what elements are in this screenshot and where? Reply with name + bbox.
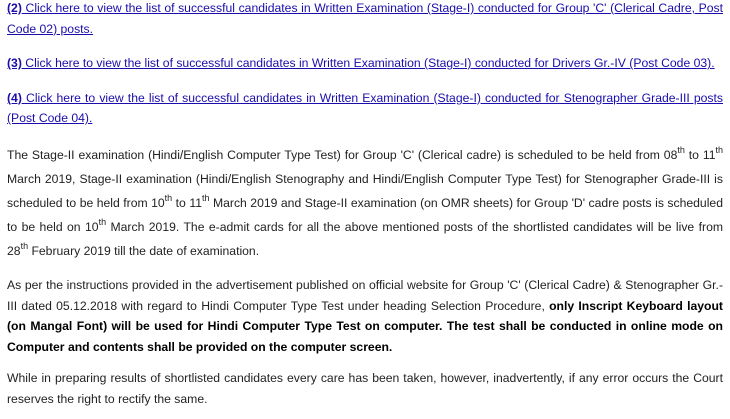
link-paragraph-drivers xyxy=(7,53,723,74)
schedule-text: to 11 xyxy=(172,195,202,210)
stenographer-results-link[interactable] xyxy=(7,91,723,126)
link-number: (4) xyxy=(7,90,22,105)
schedule-text: March 2019, Stage-II examination (Hindi/English Stenography and Hindi/English Computer Type Test) for Stenographer Grade-III is scheduled to be held from 10 xyxy=(7,171,723,210)
link-number: (2) xyxy=(7,1,22,15)
link-text: Click here to view the list of successful candidates in Written Examination (Stage-I) conducted for Drivers Gr.-IV (Post Code 03). xyxy=(21,56,715,71)
schedule-text: to 11 xyxy=(684,147,716,162)
schedule-paragraph xyxy=(7,143,723,263)
ordinal-suffix: th xyxy=(677,144,685,155)
ordinal-suffix: th xyxy=(20,240,29,251)
instructions-bold-text: only Inscript Keyboard layout (on Mangal Font) will be used for Hindi Computer Type Test on computer. The test shall be conducted in online mode on Computer and contents shall be provided on the computer screen. xyxy=(7,298,723,354)
drivers-results-link[interactable] xyxy=(7,56,715,70)
link-text: Click here to view the list of successful candidates in Written Examination (Stage-I) conducted for Group 'C' (Clerical Cadre, Post Code 02) posts. xyxy=(7,1,723,36)
clerical-results-link[interactable] xyxy=(7,1,723,36)
ordinal-suffix: th xyxy=(715,144,723,155)
disclaimer-paragraph: While in preparing results of shortlisted candidates every care has been taken, however, inadvertently, if any error occurs the Court reserves the right to rectify the same. xyxy=(7,371,723,406)
link-text: Click here to view the list of successful candidates in Written Examination (Stage-I) conducted for Stenographer Grade-III posts (Post Code 04). xyxy=(7,90,723,126)
link-number: (3) xyxy=(7,56,22,71)
schedule-text: March 2019. The e-admit cards for all the above mentioned posts of the shortlisted candidates will be live from 28 xyxy=(7,219,723,258)
instructions-paragraph xyxy=(7,275,723,357)
schedule-text: The Stage-II examination (Hindi/English Computer Type Test) for Group 'C' (Clerical cadre) is scheduled to be held from 08 xyxy=(7,147,678,162)
link-paragraph-stenographer xyxy=(7,88,723,129)
ordinal-suffix: th xyxy=(98,216,107,227)
ordinal-suffix: th xyxy=(201,192,210,203)
schedule-text: March 2019 and Stage-II examination (on OMR sheets) for Group 'D' cadre posts is scheduled to be held on 10 xyxy=(7,195,723,234)
instructions-text: As per the instructions provided in the advertisement published on official website for Group 'C' (Clerical Cadre) & Stenographer Gr.-III dated 05.12.2018 with regard to Hindi Computer Type Test under heading Selection Procedure, xyxy=(7,277,723,313)
ordinal-suffix: th xyxy=(164,192,173,203)
link-paragraph-clerical xyxy=(7,0,723,39)
schedule-text: February 2019 till the date of examination. xyxy=(28,243,260,258)
